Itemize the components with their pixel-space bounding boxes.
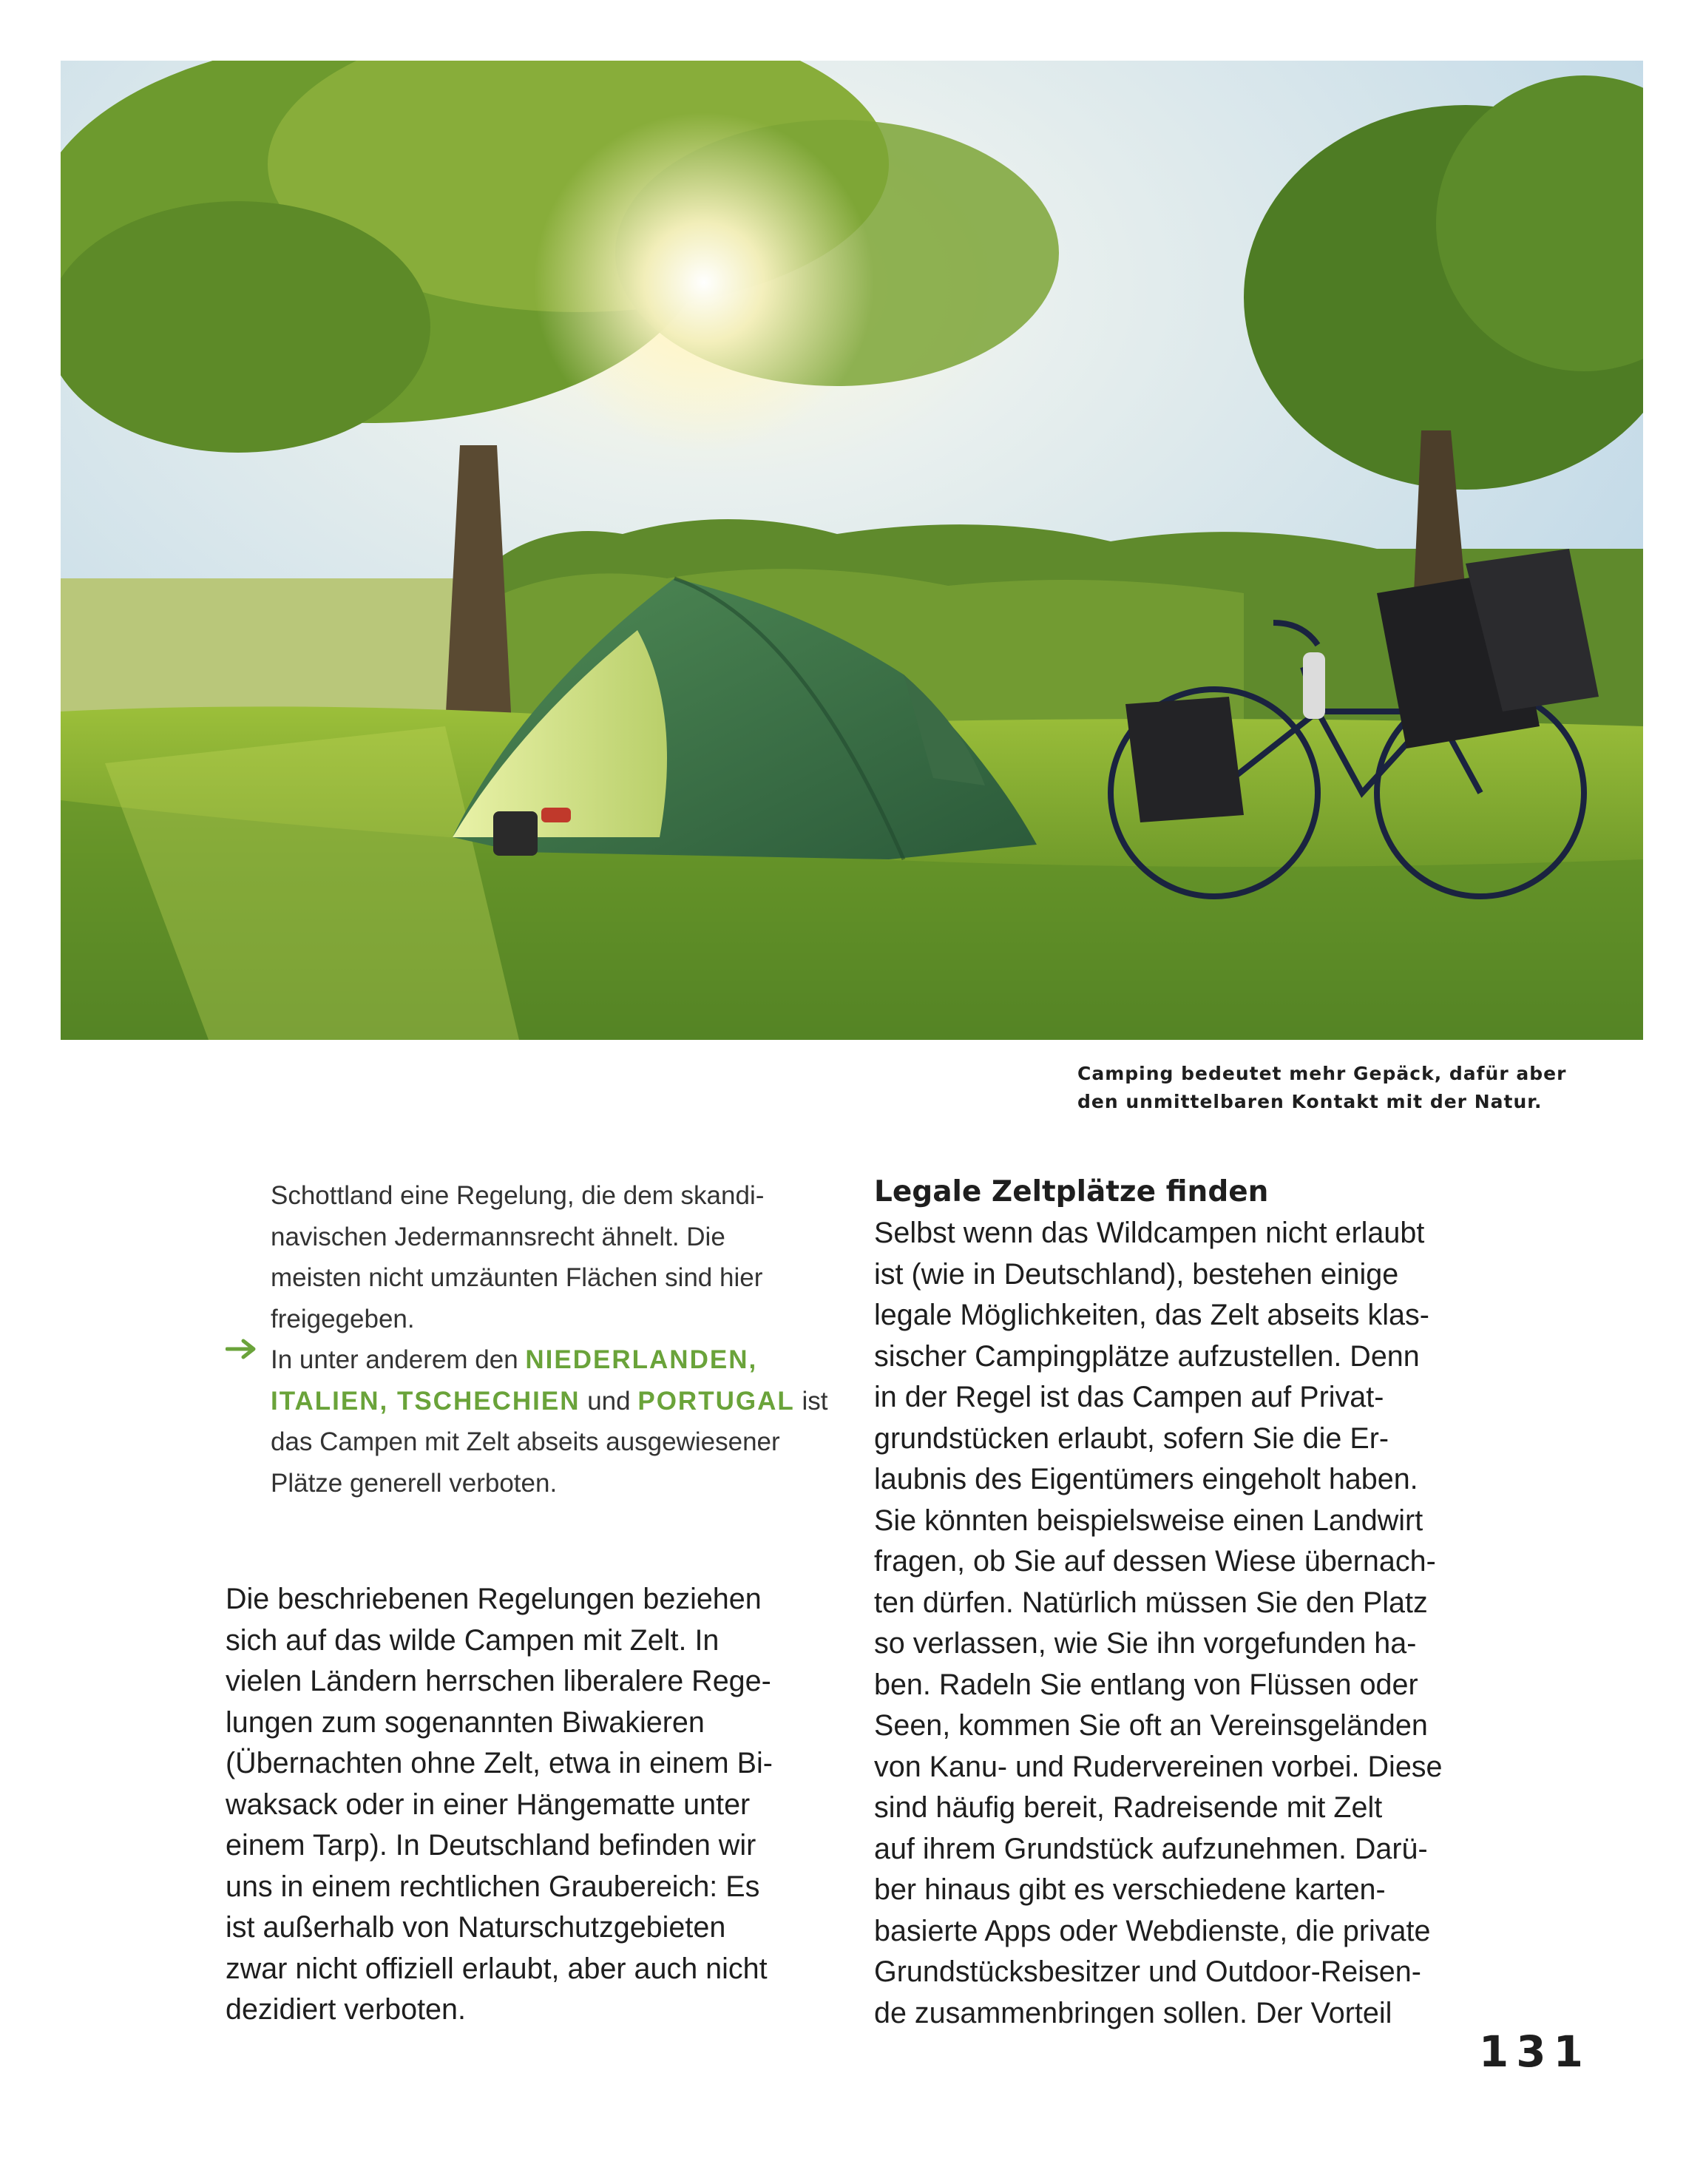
body-line: Seen, kommen Sie oft an Vereinsgeländen [874, 1709, 1428, 1742]
body-line: so verlassen, wie Sie ihn vorgefunden ha- [874, 1627, 1417, 1660]
body-line: de zusammenbringen sollen. Der Vorteil [874, 1996, 1392, 2029]
body-line: ben. Radeln Sie entlang von Flüssen oder [874, 1668, 1418, 1701]
body-line: einem Tarp). In Deutschland befinden wir [226, 1829, 756, 1862]
body-line: Sie könnten beispielsweise einen Landwirt [874, 1504, 1423, 1537]
list-item-1-line: Schottland eine Regelung, die dem skandi- [271, 1181, 765, 1210]
body-line: grundstücken erlaubt, sofern Sie die Er- [874, 1421, 1389, 1455]
list-item-2-tail: ist [794, 1386, 828, 1416]
body-line: zwar nicht offiziell erlaubt, aber auch nicht [226, 1952, 768, 1985]
highlight-country: PORTUGAL [637, 1386, 795, 1416]
body-line: von Kanu- und Rudervereinen vorbei. Diese [874, 1750, 1443, 1783]
body-line: ist außerhalb von Naturschutzgebieten [226, 1911, 726, 1944]
caption-line-2: den unmittelbaren Kontakt mit der Natur. [1077, 1091, 1543, 1112]
body-line: lungen zum sogenannten Biwakieren [226, 1705, 705, 1739]
list-item-1-line: navischen Jedermannsrecht ähnelt. Die [271, 1222, 725, 1251]
body-line: ist (wie in Deutschland), bestehen einige [874, 1257, 1399, 1291]
body-line: laubnis des Eigentümers eingeholt haben. [874, 1463, 1418, 1495]
caption-line-1: Camping bedeutet mehr Gepäck, dafür aber [1077, 1063, 1567, 1084]
body-line: fragen, ob Sie auf dessen Wiese übernach- [874, 1545, 1436, 1578]
highlight-country: NIEDERLANDEN, [525, 1345, 758, 1374]
list-item-2-line [271, 1381, 827, 1422]
body-line: auf ihrem Grundstück aufzunehmen. Darü- [874, 1832, 1428, 1865]
body-line: sich auf das wilde Campen mit Zelt. In [226, 1623, 720, 1657]
section-heading: Legale Zeltplätze finden [874, 1175, 1269, 1208]
body-line: ber hinaus gibt es verschiedene karten- [874, 1873, 1386, 1906]
body-line: in der Regel ist das Campen auf Privat- [874, 1381, 1384, 1413]
body-line: Selbst wenn das Wildcampen nicht erlaubt [874, 1217, 1425, 1249]
list-item-1-line: meisten nicht umzäunten Flächen sind hier [271, 1263, 763, 1292]
body-line: (Übernachten ohne Zelt, etwa in einem Bi- [226, 1747, 773, 1779]
list-item-2-and: und [580, 1386, 638, 1416]
body-line: ten dürfen. Natürlich müssen Sie den Platz [874, 1586, 1428, 1619]
list-item-2-intro: In unter anderem den [271, 1345, 526, 1374]
body-line: sischer Campingplätze aufzustellen. Denn [874, 1339, 1420, 1373]
list-item-2-line: Plätze generell verboten. [271, 1468, 558, 1498]
list-item-1-line: freigegeben. [271, 1304, 415, 1333]
body-line: waksack oder in einer Hängematte unter [226, 1788, 751, 1821]
body-line: legale Möglichkeiten, das Zelt abseits klas- [874, 1299, 1429, 1331]
photo-caption [1077, 1060, 1595, 1116]
highlight-country: ITALIEN, TSCHECHIEN [271, 1386, 580, 1416]
list-item-2-line: das Campen mit Zelt abseits ausgewiesener [271, 1427, 780, 1456]
page-number: 131 [1478, 2026, 1591, 2077]
body-line: Die beschriebenen Regelungen beziehen [226, 1583, 762, 1615]
body-line: basierte Apps oder Webdienste, die private [874, 1914, 1431, 1947]
body-line: dezidiert verboten. [226, 1993, 466, 2026]
body-line: sind häufig bereit, Radreisende mit Zelt [874, 1791, 1383, 1824]
country-rules-list [271, 1175, 827, 1504]
body-line: uns in einem rechtlichen Graubereich: Es [226, 1870, 760, 1903]
hero-photo [61, 61, 1643, 1040]
arrow-right-icon [226, 1338, 258, 1360]
body-line: vielen Ländern herrschen liberalere Rege- [226, 1665, 771, 1697]
body-line: Grundstücksbesitzer und Outdoor-Reisen- [874, 1955, 1421, 1988]
camping-scene-illustration [61, 61, 1643, 1040]
right-body-paragraph [874, 1213, 1443, 2034]
list-item-2-line [271, 1339, 827, 1381]
left-body-paragraph [226, 1579, 773, 2031]
